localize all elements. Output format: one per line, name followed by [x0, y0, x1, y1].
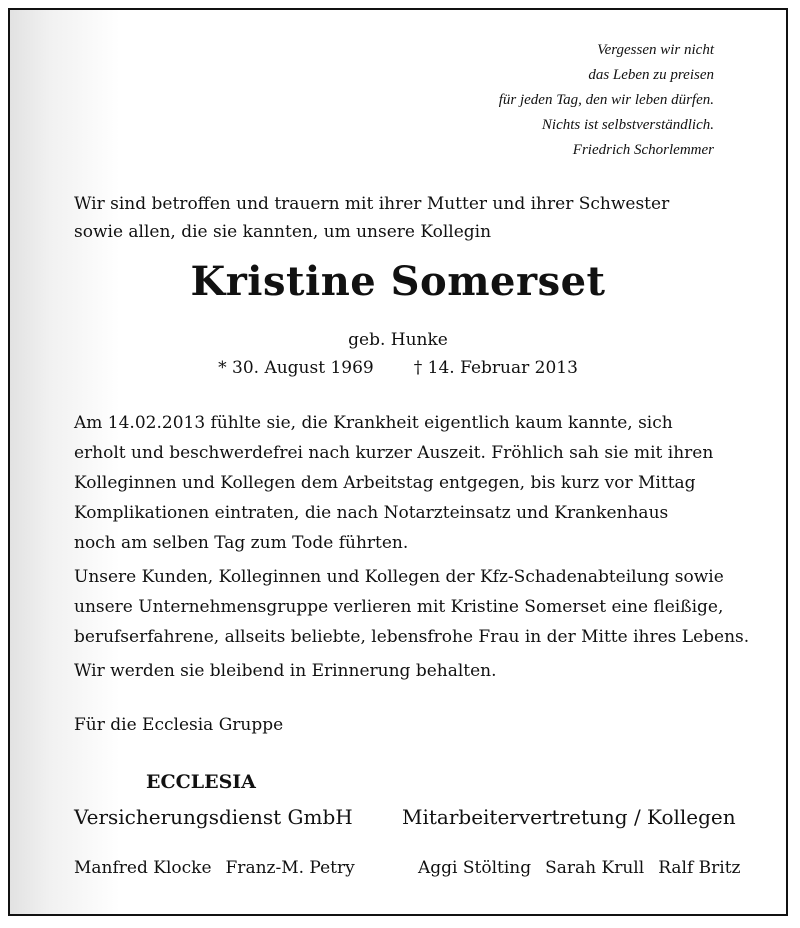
- birth-date: * 30. August 1969: [218, 358, 374, 378]
- closing-line: Für die Ecclesia Gruppe: [74, 715, 284, 735]
- signatory-name: Franz-M. Petry: [225, 858, 355, 878]
- death-date: † 14. Februar 2013: [413, 358, 578, 378]
- paragraph-tribute: [74, 562, 749, 652]
- quote-author: Friedrich Schorlemmer: [572, 142, 714, 158]
- company-name: ECCLESIA: [146, 771, 256, 793]
- deceased-name: Kristine Somerset: [190, 258, 606, 305]
- quote-block: [499, 38, 714, 163]
- quote-line: Vergessen wir nicht: [597, 42, 714, 58]
- paragraph-line: Komplikationen eintraten, die nach Notarzteinsatz und Krankenhaus: [74, 503, 669, 523]
- paragraph-remembrance: Wir werden sie bleibend in Erinnerung behalten.: [74, 661, 497, 681]
- intro-text: [74, 190, 669, 246]
- paragraph-line: berufserfahrene, allseits beliebte, lebensfrohe Frau in der Mitte ihres Lebens.: [74, 627, 750, 647]
- signatory-name: Ralf Britz: [658, 858, 741, 878]
- obituary-notice: [8, 8, 788, 916]
- paragraph-line: Kolleginnen und Kollegen dem Arbeitstag entgegen, bis kurz vor Mittag: [74, 473, 696, 493]
- signatories-left: [74, 858, 355, 878]
- signatory-name: Sarah Krull: [545, 858, 645, 878]
- life-dates: [10, 358, 786, 378]
- signatories-right: [418, 858, 741, 878]
- company-subtitle: Versicherungsdienst GmbH: [74, 805, 353, 829]
- signatory-name: Manfred Klocke: [74, 858, 212, 878]
- paragraph-line: Am 14.02.2013 fühlte sie, die Krankheit eigentlich kaum kannte, sich: [74, 413, 673, 433]
- signatory-name: Aggi Stölting: [418, 858, 532, 878]
- intro-line: Wir sind betroffen und trauern mit ihrer Mutter und ihrer Schwester: [74, 194, 670, 214]
- paragraph-line: Unsere Kunden, Kolleginnen und Kollegen der Kfz-Schadenabteilung sowie: [74, 567, 724, 587]
- paragraph-line: erholt und beschwerdefrei nach kurzer Auszeit. Fröhlich sah sie mit ihren: [74, 443, 714, 463]
- staff-representation: Mitarbeitervertretung / Kollegen: [402, 805, 736, 829]
- birth-name: geb. Hunke: [348, 330, 448, 350]
- quote-line: für jeden Tag, den wir leben dürfen.: [498, 92, 714, 108]
- paragraph-line: noch am selben Tag zum Tode führten.: [74, 533, 409, 553]
- intro-line: sowie allen, die sie kannten, um unsere Kollegin: [74, 222, 492, 242]
- quote-line: das Leben zu preisen: [588, 67, 714, 83]
- quote-line: Nichts ist selbstverständlich.: [541, 117, 714, 133]
- paragraph-line: unsere Unternehmensgruppe verlieren mit Kristine Somerset eine fleißige,: [74, 597, 724, 617]
- paragraph-circumstances: [74, 408, 713, 558]
